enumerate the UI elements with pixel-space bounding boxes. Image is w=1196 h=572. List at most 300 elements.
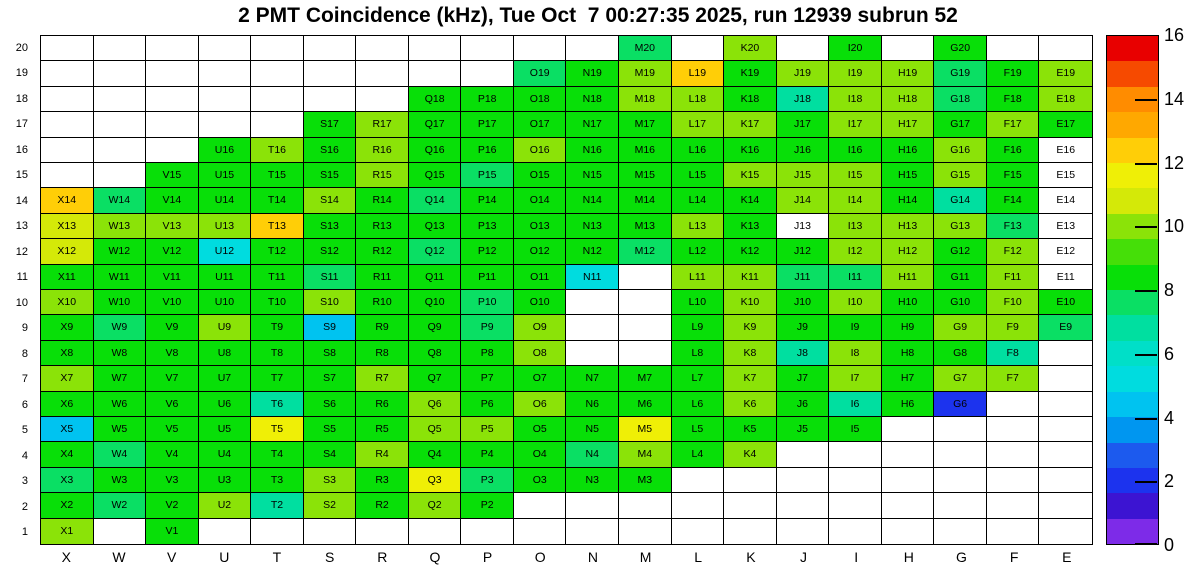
heatmap-cell-N4: N4: [566, 442, 619, 467]
heatmap-cell-R18-empty: [356, 87, 409, 112]
y-axis-label-8: 8: [21, 347, 28, 360]
heatmap-cell-N1-empty: [566, 519, 619, 544]
heatmap-cell-M1-empty: [619, 519, 672, 544]
colorbar-band-11: [1107, 315, 1158, 340]
heatmap-cell-Q12: Q12: [409, 239, 462, 264]
heatmap-cell-F9: F9: [987, 315, 1040, 340]
heatmap-cell-V3: V3: [146, 468, 199, 493]
x-axis-label-P: P: [482, 549, 493, 565]
heatmap-cell-Q11: Q11: [409, 265, 462, 290]
heatmap-cell-H4-empty: [882, 442, 935, 467]
heatmap-cell-U14: U14: [199, 188, 252, 213]
heatmap-cell-V6: V6: [146, 392, 199, 417]
heatmap-cell-R17: R17: [356, 112, 409, 137]
heatmap-cell-E7-empty: [1039, 366, 1092, 391]
heatmap-cell-E8-empty: [1039, 341, 1092, 366]
heatmap-cell-F2-empty: [987, 493, 1040, 518]
heatmap-cell-F5-empty: [987, 417, 1040, 442]
heatmap-cell-I6: I6: [829, 392, 882, 417]
heatmap-cell-T20-empty: [251, 36, 304, 61]
heatmap-cell-S18-empty: [304, 87, 357, 112]
x-axis-label-R: R: [377, 549, 388, 565]
heatmap-cell-X7: X7: [41, 366, 94, 391]
colorbar-band-3: [1107, 112, 1158, 137]
heatmap-cell-W18-empty: [94, 87, 147, 112]
heatmap-cell-E16: E16: [1039, 138, 1092, 163]
heatmap-cell-M17: M17: [619, 112, 672, 137]
heatmap-cell-S10: S10: [304, 290, 357, 315]
heatmap-cell-P11: P11: [461, 265, 514, 290]
heatmap-cell-N6: N6: [566, 392, 619, 417]
heatmap-cell-V15: V15: [146, 163, 199, 188]
heatmap-cell-W2: W2: [94, 493, 147, 518]
heatmap-cell-H18: H18: [882, 87, 935, 112]
colorbar-band-19: [1107, 519, 1158, 544]
x-axis-label-Q: Q: [429, 549, 441, 565]
x-axis-label-X: X: [61, 549, 71, 565]
heatmap-cell-X19-empty: [41, 61, 94, 86]
heatmap-cell-F14: F14: [987, 188, 1040, 213]
colorbar-tick-0: [1135, 543, 1157, 545]
heatmap-cell-W20-empty: [94, 36, 147, 61]
heatmap-cell-Q18: Q18: [409, 87, 462, 112]
heatmap-cell-F15: F15: [987, 163, 1040, 188]
heatmap-cell-L4: L4: [672, 442, 725, 467]
heatmap-cell-V10: V10: [146, 290, 199, 315]
heatmap-cell-T2: T2: [251, 493, 304, 518]
heatmap-cell-R12: R12: [356, 239, 409, 264]
heatmap-cell-X8: X8: [41, 341, 94, 366]
heatmap-cell-O9: O9: [514, 315, 567, 340]
heatmap-cell-G3-empty: [934, 468, 987, 493]
heatmap-cell-E15: E15: [1039, 163, 1092, 188]
heatmap-cell-W19-empty: [94, 61, 147, 86]
heatmap-cell-F19: F19: [987, 61, 1040, 86]
heatmap-cell-S13: S13: [304, 214, 357, 239]
heatmap-cell-K7: K7: [724, 366, 777, 391]
heatmap-cell-K20: K20: [724, 36, 777, 61]
heatmap-cell-T16: T16: [251, 138, 304, 163]
heatmap-cell-F13: F13: [987, 214, 1040, 239]
colorbar-tick-label-2: 2: [1164, 471, 1175, 492]
heatmap-cell-M5: M5: [619, 417, 672, 442]
heatmap-cell-V11: V11: [146, 265, 199, 290]
heatmap-cell-O12: O12: [514, 239, 567, 264]
heatmap-cell-X4: X4: [41, 442, 94, 467]
heatmap-cell-L10: L10: [672, 290, 725, 315]
heatmap-cell-O8: O8: [514, 341, 567, 366]
heatmap-cell-P2: P2: [461, 493, 514, 518]
x-axis-label-H: H: [903, 549, 914, 565]
heatmap-cell-S16: S16: [304, 138, 357, 163]
heatmap-cell-E17: E17: [1039, 112, 1092, 137]
heatmap-cell-T1-empty: [251, 519, 304, 544]
heatmap-cell-O10: O10: [514, 290, 567, 315]
heatmap-cell-P7: P7: [461, 366, 514, 391]
heatmap-cell-U7: U7: [199, 366, 252, 391]
heatmap-cell-I3-empty: [829, 468, 882, 493]
heatmap-cell-U17-empty: [199, 112, 252, 137]
heatmap-cell-Q1-empty: [409, 519, 462, 544]
heatmap-cell-G10: G10: [934, 290, 987, 315]
heatmap-cell-W5: W5: [94, 417, 147, 442]
heatmap-cell-Q16: Q16: [409, 138, 462, 163]
heatmap-cell-X12: X12: [41, 239, 94, 264]
heatmap-cell-X10: X10: [41, 290, 94, 315]
heatmap-cell-M15: M15: [619, 163, 672, 188]
heatmap-cell-L11: L11: [672, 265, 725, 290]
heatmap-cell-I15: I15: [829, 163, 882, 188]
heatmap-cell-L2-empty: [672, 493, 725, 518]
heatmap-cell-G7: G7: [934, 366, 987, 391]
heatmap-cell-U1-empty: [199, 519, 252, 544]
heatmap-cell-S17: S17: [304, 112, 357, 137]
colorbar-tick-14: [1135, 99, 1157, 101]
heatmap-cell-X15-empty: [41, 163, 94, 188]
heatmap-cell-H11: H11: [882, 265, 935, 290]
x-axis-label-S: S: [324, 549, 335, 565]
heatmap-cell-J14: J14: [777, 188, 830, 213]
heatmap-cell-U9: U9: [199, 315, 252, 340]
heatmap-cell-N17: N17: [566, 112, 619, 137]
colorbar-tick-8: [1135, 290, 1157, 292]
heatmap-cell-R5: R5: [356, 417, 409, 442]
heatmap-cell-W4: W4: [94, 442, 147, 467]
heatmap-cell-I9: I9: [829, 315, 882, 340]
heatmap-cell-H10: H10: [882, 290, 935, 315]
heatmap-cell-F16: F16: [987, 138, 1040, 163]
heatmap-cell-S19-empty: [304, 61, 357, 86]
colorbar-band-6: [1107, 188, 1158, 213]
heatmap-cell-L3-empty: [672, 468, 725, 493]
heatmap-cell-J18: J18: [777, 87, 830, 112]
heatmap-cell-M20: M20: [619, 36, 672, 61]
heatmap-cell-T3: T3: [251, 468, 304, 493]
heatmap-cell-T15: T15: [251, 163, 304, 188]
colorbar-tick-2: [1135, 481, 1157, 483]
heatmap-cell-Q8: Q8: [409, 341, 462, 366]
y-axis-label-15: 15: [15, 169, 28, 182]
heatmap-cell-R11: R11: [356, 265, 409, 290]
heatmap-cell-R8: R8: [356, 341, 409, 366]
x-axis-label-G: G: [956, 549, 967, 565]
heatmap-cell-P18: P18: [461, 87, 514, 112]
heatmap-cell-G4-empty: [934, 442, 987, 467]
heatmap-cell-K2-empty: [724, 493, 777, 518]
heatmap-cell-H14: H14: [882, 188, 935, 213]
heatmap-cell-I11: I11: [829, 265, 882, 290]
heatmap-cell-O3: O3: [514, 468, 567, 493]
heatmap-cell-J8: J8: [777, 341, 830, 366]
heatmap-cell-M6: M6: [619, 392, 672, 417]
x-axis-label-M: M: [639, 549, 652, 565]
heatmap-cell-S4: S4: [304, 442, 357, 467]
heatmap-cell-T18-empty: [251, 87, 304, 112]
heatmap-cell-L6: L6: [672, 392, 725, 417]
heatmap-cell-P5: P5: [461, 417, 514, 442]
heatmap-cell-J1-empty: [777, 519, 830, 544]
heatmap-cell-V4: V4: [146, 442, 199, 467]
heatmap-cell-G15: G15: [934, 163, 987, 188]
colorbar-band-1: [1107, 61, 1158, 86]
heatmap-cell-F4-empty: [987, 442, 1040, 467]
heatmap-cell-W1-empty: [94, 519, 147, 544]
heatmap-cell-H16: H16: [882, 138, 935, 163]
heatmap-cell-M9-empty: [619, 315, 672, 340]
heatmap-cell-R6: R6: [356, 392, 409, 417]
heatmap-cell-N7: N7: [566, 366, 619, 391]
heatmap-cell-N15: N15: [566, 163, 619, 188]
heatmap-cell-G8: G8: [934, 341, 987, 366]
heatmap-cell-U18-empty: [199, 87, 252, 112]
heatmap-cell-X18-empty: [41, 87, 94, 112]
heatmap-cell-V12: V12: [146, 239, 199, 264]
heatmap-cell-S1-empty: [304, 519, 357, 544]
y-axis-label-17: 17: [15, 118, 28, 131]
heatmap-cell-S2: S2: [304, 493, 357, 518]
heatmap-cell-N10-empty: [566, 290, 619, 315]
x-axis-label-I: I: [854, 549, 859, 565]
heatmap-cell-X1: X1: [41, 519, 94, 544]
heatmap-cell-U10: U10: [199, 290, 252, 315]
heatmap-cell-V19-empty: [146, 61, 199, 86]
heatmap-cell-S9: S9: [304, 315, 357, 340]
heatmap-cell-R14: R14: [356, 188, 409, 213]
colorbar-tick-4: [1135, 418, 1157, 420]
heatmap-cell-T4: T4: [251, 442, 304, 467]
heatmap-cell-K12: K12: [724, 239, 777, 264]
y-axis-label-3: 3: [21, 475, 28, 488]
heatmap-cell-J9: J9: [777, 315, 830, 340]
heatmap-cell-I8: I8: [829, 341, 882, 366]
heatmap-cell-K13: K13: [724, 214, 777, 239]
heatmap-cell-U4: U4: [199, 442, 252, 467]
heatmap-cell-H1-empty: [882, 519, 935, 544]
heatmap-cell-G20: G20: [934, 36, 987, 61]
heatmap-cell-E19: E19: [1039, 61, 1092, 86]
heatmap-cell-J20-empty: [777, 36, 830, 61]
x-axis-label-J: J: [800, 549, 808, 565]
heatmap-cell-F6-empty: [987, 392, 1040, 417]
heatmap-cell-N14: N14: [566, 188, 619, 213]
heatmap-cell-K18: K18: [724, 87, 777, 112]
heatmap-cell-P15: P15: [461, 163, 514, 188]
heatmap-cell-T14: T14: [251, 188, 304, 213]
heatmap-cell-K5: K5: [724, 417, 777, 442]
heatmap-cell-P8: P8: [461, 341, 514, 366]
heatmap-cell-R16: R16: [356, 138, 409, 163]
colorbar-band-8: [1107, 239, 1158, 264]
heatmap-cell-H7: H7: [882, 366, 935, 391]
heatmap-cell-K8: K8: [724, 341, 777, 366]
x-axis-label-L: L: [694, 549, 703, 565]
heatmap-cell-T13: T13: [251, 214, 304, 239]
heatmap-cell-W11: W11: [94, 265, 147, 290]
colorbar-band-14: [1107, 392, 1158, 417]
heatmap-cell-G17: G17: [934, 112, 987, 137]
heatmap-cell-H15: H15: [882, 163, 935, 188]
heatmap-cell-J12: J12: [777, 239, 830, 264]
heatmap-cell-F10: F10: [987, 290, 1040, 315]
heatmap-cell-X17-empty: [41, 112, 94, 137]
heatmap-cell-O19: O19: [514, 61, 567, 86]
heatmap-cell-O6: O6: [514, 392, 567, 417]
heatmap-cell-W14: W14: [94, 188, 147, 213]
x-axis-label-F: F: [1009, 549, 1019, 565]
heatmap-cell-R10: R10: [356, 290, 409, 315]
heatmap-cell-J3-empty: [777, 468, 830, 493]
heatmap-cell-O17: O17: [514, 112, 567, 137]
heatmap-cell-O5: O5: [514, 417, 567, 442]
heatmap-cell-E11: E11: [1039, 265, 1092, 290]
heatmap-cell-G14: G14: [934, 188, 987, 213]
heatmap-cell-L19: L19: [672, 61, 725, 86]
heatmap-cell-L1-empty: [672, 519, 725, 544]
heatmap-cell-F18: F18: [987, 87, 1040, 112]
heatmap-cell-N13: N13: [566, 214, 619, 239]
heatmap-cell-F17: F17: [987, 112, 1040, 137]
heatmap-cell-P10: P10: [461, 290, 514, 315]
heatmap-cell-E6-empty: [1039, 392, 1092, 417]
heatmap-cell-H20-empty: [882, 36, 935, 61]
heatmap-cell-E18: E18: [1039, 87, 1092, 112]
heatmap-cell-N20-empty: [566, 36, 619, 61]
heatmap-cell-I1-empty: [829, 519, 882, 544]
heatmap-cell-J5: J5: [777, 417, 830, 442]
heatmap-cell-F12: F12: [987, 239, 1040, 264]
heatmap-cell-T11: T11: [251, 265, 304, 290]
heatmap-cell-E5-empty: [1039, 417, 1092, 442]
heatmap-cell-X14: X14: [41, 188, 94, 213]
heatmap-cell-E4-empty: [1039, 442, 1092, 467]
heatmap-cell-E20-empty: [1039, 36, 1092, 61]
heatmap-cell-S7: S7: [304, 366, 357, 391]
heatmap-cell-M13: M13: [619, 214, 672, 239]
heatmap-cell-I5: I5: [829, 417, 882, 442]
heatmap-cell-I17: I17: [829, 112, 882, 137]
heatmap-cell-V7: V7: [146, 366, 199, 391]
heatmap-cell-W12: W12: [94, 239, 147, 264]
heatmap-cell-I2-empty: [829, 493, 882, 518]
heatmap-cell-J13: J13: [777, 214, 830, 239]
heatmap-cell-V13: V13: [146, 214, 199, 239]
heatmap-cell-U16: U16: [199, 138, 252, 163]
heatmap-cell-M3: M3: [619, 468, 672, 493]
heatmap-cell-M16: M16: [619, 138, 672, 163]
heatmap-cell-P13: P13: [461, 214, 514, 239]
heatmap-cell-M11-empty: [619, 265, 672, 290]
heatmap-cell-N5: N5: [566, 417, 619, 442]
heatmap-cell-S14: S14: [304, 188, 357, 213]
y-axis-label-5: 5: [21, 424, 28, 437]
heatmap-cell-W9: W9: [94, 315, 147, 340]
heatmap-cell-I10: I10: [829, 290, 882, 315]
heatmap-cell-K15: K15: [724, 163, 777, 188]
colorbar-band-15: [1107, 417, 1158, 442]
heatmap-cell-S6: S6: [304, 392, 357, 417]
heatmap-cell-N19: N19: [566, 61, 619, 86]
heatmap-cell-W6: W6: [94, 392, 147, 417]
heatmap-cell-G1-empty: [934, 519, 987, 544]
colorbar-band-5: [1107, 163, 1158, 188]
heatmap-cell-S8: S8: [304, 341, 357, 366]
heatmap-cell-R1-empty: [356, 519, 409, 544]
plot-title: 2 PMT Coincidence (kHz), Tue Oct 7 00:27:35 2025, run 12939 subrun 52: [238, 4, 958, 27]
heatmap-cell-M19: M19: [619, 61, 672, 86]
colorbar-tick-label-8: 8: [1164, 280, 1175, 300]
heatmap-cell-H19: H19: [882, 61, 935, 86]
heatmap-cell-S5: S5: [304, 417, 357, 442]
heatmap-cell-P4: P4: [461, 442, 514, 467]
heatmap-cell-H9: H9: [882, 315, 935, 340]
heatmap-cell-U12: U12: [199, 239, 252, 264]
heatmap-cell-H17: H17: [882, 112, 935, 137]
heatmap-cell-G19: G19: [934, 61, 987, 86]
heatmap-cell-J10: J10: [777, 290, 830, 315]
heatmap-cell-M8-empty: [619, 341, 672, 366]
heatmap-cell-R20-empty: [356, 36, 409, 61]
heatmap-cell-F8: F8: [987, 341, 1040, 366]
heatmap-cell-X13: X13: [41, 214, 94, 239]
heatmap-cell-I16: I16: [829, 138, 882, 163]
heatmap-cell-V18-empty: [146, 87, 199, 112]
heatmap-cell-J4-empty: [777, 442, 830, 467]
colorbar-tick-12: [1135, 163, 1157, 165]
heatmap-cell-W17-empty: [94, 112, 147, 137]
heatmap-cell-G13: G13: [934, 214, 987, 239]
heatmap-cell-M4: M4: [619, 442, 672, 467]
heatmap-cell-V9: V9: [146, 315, 199, 340]
heatmap-cell-F20-empty: [987, 36, 1040, 61]
heatmap-cell-X2: X2: [41, 493, 94, 518]
heatmap-cell-S11: S11: [304, 265, 357, 290]
heatmap-cell-K11: K11: [724, 265, 777, 290]
heatmap-cell-W10: W10: [94, 290, 147, 315]
heatmap-cell-V17-empty: [146, 112, 199, 137]
colorbar-band-0: [1107, 36, 1158, 61]
y-axis-label-12: 12: [15, 245, 28, 258]
heatmap-cell-W3: W3: [94, 468, 147, 493]
heatmap-cell-I13: I13: [829, 214, 882, 239]
heatmap-cell-K17: K17: [724, 112, 777, 137]
heatmap-cell-J16: J16: [777, 138, 830, 163]
heatmap-cell-N2-empty: [566, 493, 619, 518]
heatmap-cell-N9-empty: [566, 315, 619, 340]
heatmap-cell-E2-empty: [1039, 493, 1092, 518]
heatmap-cell-W13: W13: [94, 214, 147, 239]
heatmap-cell-I12: I12: [829, 239, 882, 264]
x-axis-label-W: W: [112, 549, 126, 565]
heatmap-cell-X6: X6: [41, 392, 94, 417]
heatmap-cell-S15: S15: [304, 163, 357, 188]
y-axis-label-9: 9: [21, 322, 28, 335]
heatmap-cell-M7: M7: [619, 366, 672, 391]
heatmap-cell-M12: M12: [619, 239, 672, 264]
heatmap-cell-O2-empty: [514, 493, 567, 518]
heatmap-cell-U3: U3: [199, 468, 252, 493]
heatmap-cell-R15: R15: [356, 163, 409, 188]
y-axis-label-2: 2: [21, 500, 28, 513]
heatmap-cell-O7: O7: [514, 366, 567, 391]
heatmap-cell-K9: K9: [724, 315, 777, 340]
colorbar-band-18: [1107, 493, 1158, 518]
heatmap-cell-N12: N12: [566, 239, 619, 264]
y-axis: [0, 35, 34, 545]
heatmap-cell-L9: L9: [672, 315, 725, 340]
heatmap-cell-T5: T5: [251, 417, 304, 442]
heatmap-cell-N8-empty: [566, 341, 619, 366]
heatmap-cell-U2: U2: [199, 493, 252, 518]
